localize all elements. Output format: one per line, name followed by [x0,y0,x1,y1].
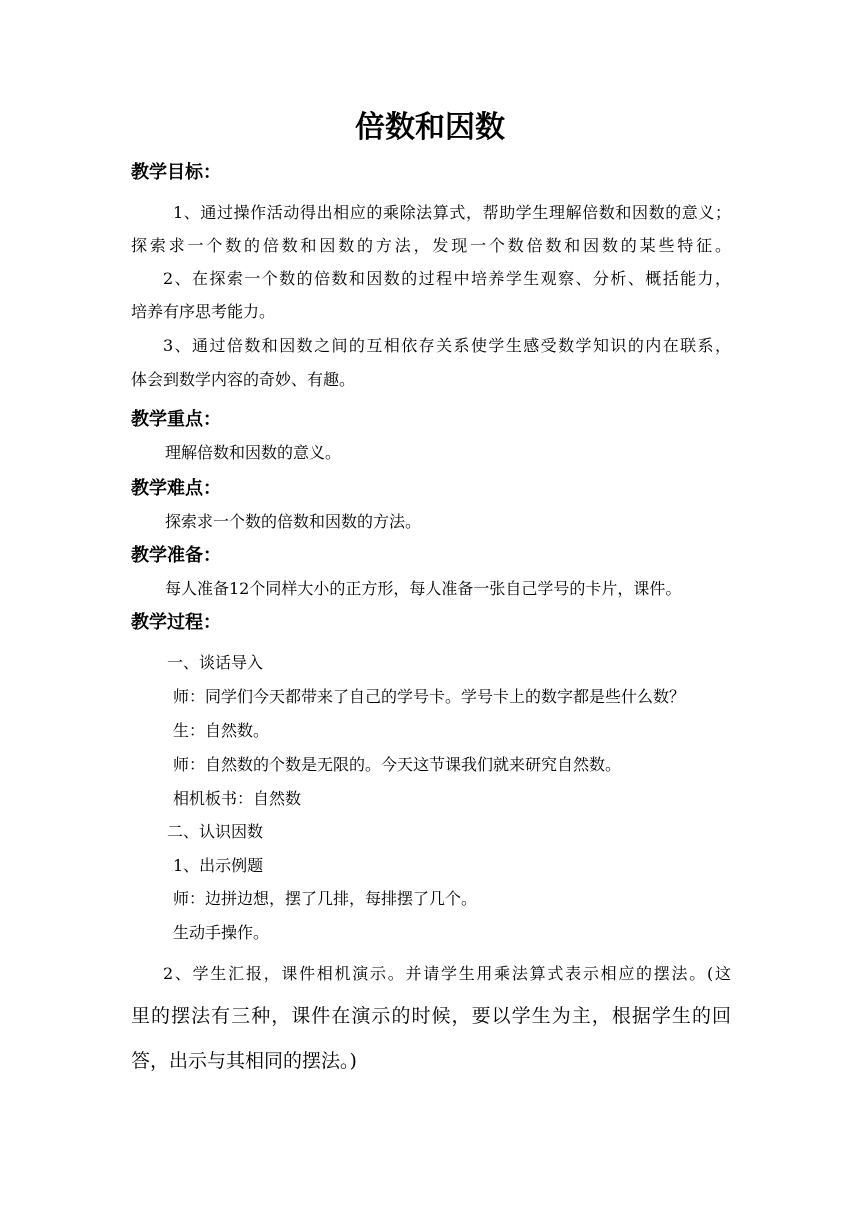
process-line: 生动手操作。 [173,923,270,942]
preparation-text: 每人准备12个同样大小的正方形，每人准备一张自己学号的卡片，课件。 [165,579,682,598]
objective-line-6: 体会到数学内容的奇妙、有趣。 [131,370,356,389]
process-line: 二、认识因数 [167,822,264,841]
objective-line-3: 2、在探索一个数的倍数和因数的过程中培养学生观察、分析、概括能力， [163,269,731,288]
objective-line-1: 1、通过操作活动得出相应的乘除法算式，帮助学生理解倍数和因数的意义； [173,203,731,222]
process-line: 师：自然数的个数是无限的。今天这节课我们就来研究自然数。 [173,755,622,774]
process-line: 一、谈话导入 [167,653,264,672]
process-line: 师：同学们今天都带来了自己的学号卡。学号卡上的数字都是些什么数？ [173,687,686,706]
page-title: 倍数和因数 [355,110,505,145]
process-line: 生：自然数。 [173,721,270,740]
difficulties-text: 探索求一个数的倍数和因数的方法。 [165,512,422,531]
difficulties-heading: 教学难点： [131,478,221,499]
key-points-heading: 教学重点： [131,409,221,430]
process-heading: 教学过程： [131,612,221,633]
process-line: 2、学生汇报，课件相机演示。并请学生用乘法算式表示相应的摆法。(这 [163,964,731,983]
objective-line-4: 培养有序思考能力。 [131,302,276,321]
objective-line-2: 探索求一个数的倍数和因数的方法，发现一个数倍数和因数的某些特征。 [131,236,731,255]
key-points-text: 理解倍数和因数的意义。 [165,443,342,462]
process-line: 答，出示与其相同的摆法。) [131,1050,357,1072]
process-line: 里的摆法有三种，课件在演示的时候，要以学生为主，根据学生的回 [131,1005,731,1027]
process-line: 师：边拼边想，摆了几排，每排摆了几个。 [173,889,478,908]
process-line: 相机板书：自然数 [173,789,302,808]
objective-line-5: 3、通过倍数和因数之间的互相依存关系使学生感受数学知识的内在联系， [163,336,731,355]
objectives-heading: 教学目标： [131,162,221,183]
process-line: 1、出示例题 [173,856,264,875]
preparation-heading: 教学准备： [131,545,221,566]
